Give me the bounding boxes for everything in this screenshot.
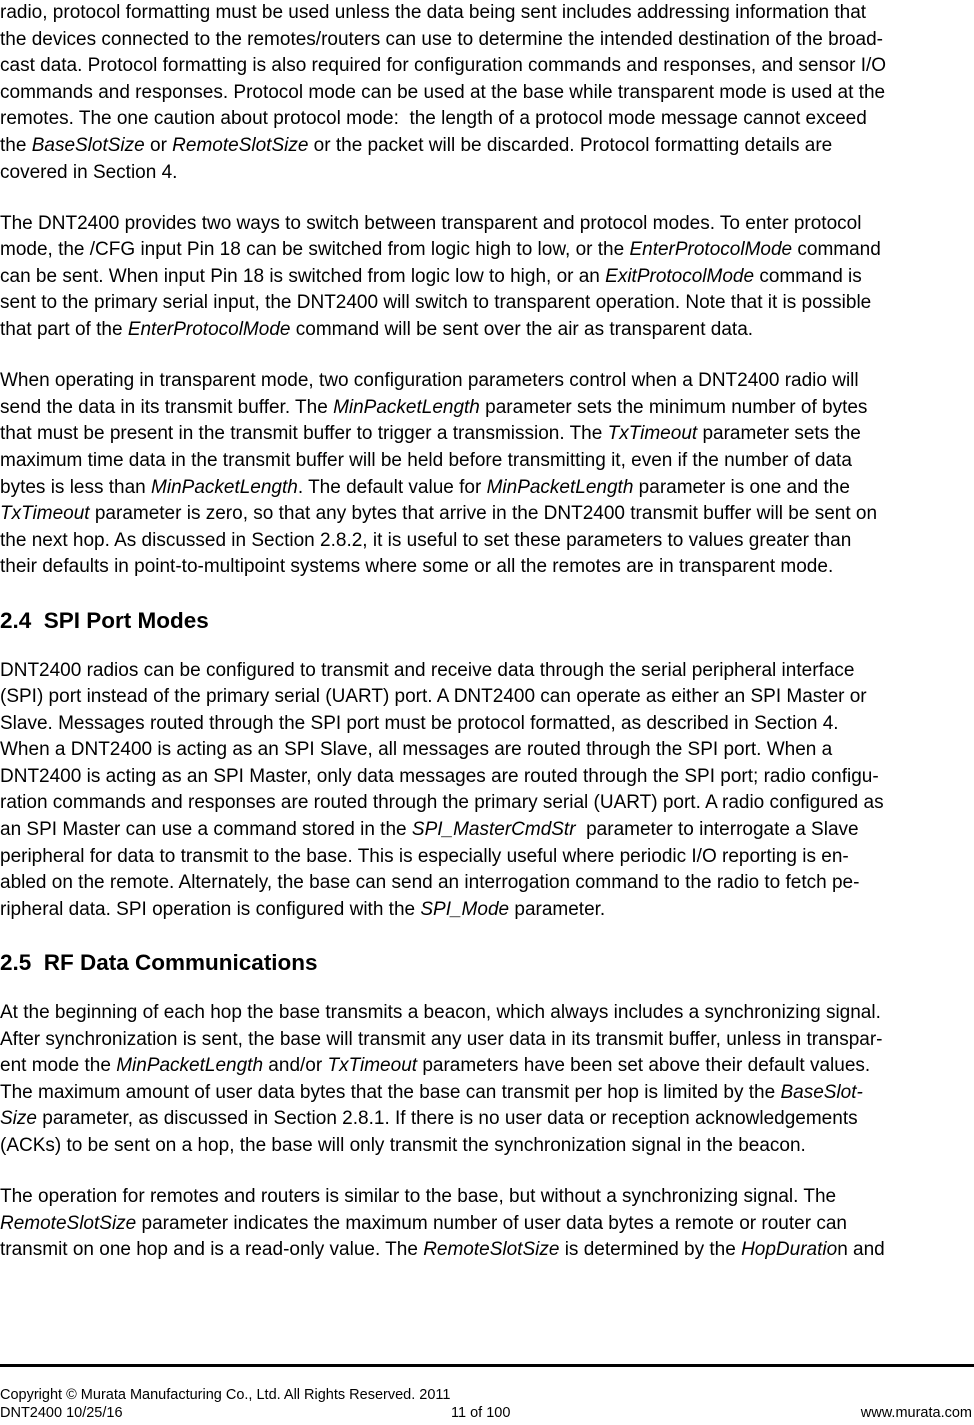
copyright-notice: Copyright © Murata Manufacturing Co., Ltd. All Rights Reserved. 2011 — [0, 1387, 451, 1403]
text-line — [0, 106, 886, 133]
text-line — [0, 317, 881, 344]
text-run: DNT2400 is acting as an SPI Master, only data messages are routed through the SPI port; radio configu- — [0, 765, 879, 787]
text-run: parameter is one and the — [633, 476, 850, 498]
text-run: When a DNT2400 is acting as an SPI Slave, all messages are routed through the SPI port. When a — [0, 739, 833, 761]
text-line — [0, 0, 886, 27]
text-run: parameter indicates the maximum number of user data bytes a remote or router can — [136, 1212, 847, 1234]
parameter-name: Size — [0, 1108, 37, 1130]
text-run: maximum time data in the transmit buffer will be held before transmitting it, even if the number of data — [0, 449, 852, 471]
parameter-name: TxTimeout — [607, 423, 698, 445]
text-run: The DNT2400 provides two ways to switch between transparent and protocol modes. To enter protocol — [0, 212, 862, 234]
body-paragraph — [0, 658, 884, 924]
parameter-name: TxTimeout — [327, 1055, 418, 1077]
text-line — [0, 27, 886, 54]
text-run: 2.5 RF Data Communications — [0, 950, 318, 975]
text-run: send the data in its transmit buffer. The — [0, 396, 334, 418]
body-paragraph — [0, 368, 877, 581]
page-number: 11 of 100 — [451, 1405, 511, 1421]
section-heading — [0, 948, 318, 978]
text-line — [0, 421, 877, 448]
text-line — [0, 475, 877, 502]
text-line — [0, 80, 886, 107]
text-run: At the beginning of each hop the base transmits a beacon, which always includes a synchronizing signal. — [0, 1002, 881, 1023]
text-line — [0, 897, 884, 924]
text-run: radio, protocol formatting must be used unless the data being sent includes addressing information that — [0, 2, 867, 23]
text-run: command will be sent over the air as transparent data. — [290, 319, 754, 341]
text-run: transmit on one hop and is a read-only value. The — [0, 1239, 424, 1261]
text-run: cast data. Protocol formatting is also required for configuration commands and responses, and sensor I/O — [0, 55, 887, 77]
text-line — [0, 1053, 883, 1080]
text-run: 2.4 SPI Port Modes — [0, 607, 209, 633]
text-run: parameter. — [509, 898, 606, 920]
text-run: The maximum amount of user data bytes that the base can transmit per hop is limited by the — [0, 1081, 781, 1103]
text-run: their defaults in point-to-multipoint systems where some or all the remotes are in transparent mode. — [0, 556, 834, 578]
text-line — [0, 1184, 885, 1211]
parameter-name: RemoteSlotSize — [0, 1212, 137, 1234]
text-line — [0, 737, 884, 764]
text-run: the devices connected to the remotes/routers can use to determine the intended destination of the broad- — [0, 28, 883, 50]
text-run: parameter, as discussed in Section 2.8.1. If there is no user data or reception acknowledgements — [36, 1108, 858, 1130]
text-run: commands and responses. Protocol mode can be used at the base while transparent mode is used at the — [0, 81, 886, 103]
website-link[interactable]: www.murata.com — [860, 1405, 972, 1421]
parameter-name: RemoteSlotSize — [423, 1239, 560, 1261]
text-run: . The default value for — [297, 476, 487, 498]
text-run: the next hop. As discussed in Section 2.8.2, it is useful to set these parameters to values greater than — [0, 529, 852, 551]
text-run: an SPI Master can use a command stored in the — [0, 819, 412, 841]
parameter-name: HopDuratio — [741, 1239, 838, 1261]
body-paragraph — [0, 1000, 883, 1160]
text-run: n and — [837, 1239, 885, 1261]
text-run: mode, the /CFG input Pin 18 can be switched from logic high to low, or the — [0, 239, 630, 261]
text-run: When operating in transparent mode, two configuration parameters control when a DNT2400 radio will — [0, 370, 859, 392]
text-line — [0, 658, 884, 685]
text-run: the — [0, 134, 32, 156]
text-run: DNT2400 radios can be configured to transmit and receive data through the serial peripheral interface — [0, 659, 855, 681]
text-line — [0, 870, 884, 897]
text-line — [0, 1211, 885, 1238]
text-run: Slave. Messages routed through the SPI port must be protocol formatted, as described in Section 4. — [0, 712, 839, 734]
text-line — [0, 395, 877, 422]
text-run: that must be present in the transmit buffer to trigger a transmission. The — [0, 423, 608, 445]
parameter-name: SPI_MasterCmdStr — [411, 819, 576, 841]
text-run: can be sent. When input Pin 18 is switched from logic low to high, or an — [0, 265, 606, 287]
document-id: DNT2400 10/25/16 — [0, 1405, 123, 1421]
parameter-name: RemoteSlotSize — [172, 134, 309, 156]
text-line — [0, 1027, 883, 1054]
parameter-name: EnterProtocolMode — [629, 239, 793, 261]
parameter-name: MinPacketLength — [486, 476, 634, 498]
text-run: ripheral data. SPI operation is configured with the — [0, 898, 421, 920]
parameter-name: BaseSlot- — [780, 1081, 863, 1103]
text-run: parameter sets the minimum number of bytes — [479, 396, 868, 418]
section-heading — [0, 606, 209, 636]
text-line — [0, 711, 884, 738]
parameter-name: SPI_Mode — [420, 898, 510, 920]
text-line — [0, 528, 877, 555]
text-run: ent mode the — [0, 1055, 117, 1077]
text-run: and/or — [263, 1055, 328, 1077]
text-line — [0, 501, 877, 528]
text-line — [0, 211, 881, 238]
text-line — [0, 764, 884, 791]
parameter-name: MinPacketLength — [333, 396, 480, 418]
text-line — [0, 554, 877, 581]
text-run: peripheral for data to transmit to the base. This is especially useful where periodic I/O reporting is en- — [0, 845, 849, 867]
text-run: The operation for remotes and routers is similar to the base, but without a synchronizing signal. The — [0, 1186, 837, 1208]
text-line — [0, 53, 886, 80]
text-line — [0, 1237, 885, 1264]
text-line — [0, 684, 884, 711]
parameter-name: MinPacketLength — [116, 1055, 264, 1077]
text-line — [0, 290, 881, 317]
text-line — [0, 237, 881, 264]
text-run: or — [144, 134, 173, 156]
text-run: parameters have been set above their default values. — [417, 1055, 871, 1077]
body-paragraph — [0, 211, 881, 344]
text-run: parameter sets the — [697, 423, 861, 445]
text-line — [0, 368, 877, 395]
text-run: (SPI) port instead of the primary serial (UART) port. A DNT2400 can operate as either an SPI Master or — [0, 686, 867, 708]
text-run: parameter to interrogate a Slave — [575, 819, 859, 841]
text-run: abled on the remote. Alternately, the base can send an interrogation command to the radio to fetch pe- — [0, 872, 860, 894]
text-line — [0, 790, 884, 817]
parameter-name: BaseSlotSize — [31, 134, 145, 156]
body-paragraph — [0, 0, 886, 186]
text-run: command — [792, 239, 881, 261]
text-line — [0, 948, 318, 978]
text-run: is determined by the — [559, 1239, 742, 1261]
body-paragraph — [0, 1184, 885, 1264]
text-run: covered in Section 4. — [0, 161, 178, 183]
parameter-name: EnterProtocolMode — [127, 319, 291, 341]
parameter-name: MinPacketLength — [151, 476, 298, 498]
text-line — [0, 1000, 883, 1027]
text-run: (ACKs) to be sent on a hop, the base will only transmit the synchronization signal in the beacon. — [0, 1134, 806, 1156]
text-run: command is — [754, 265, 862, 287]
text-line — [0, 606, 209, 636]
text-run: remotes. The one caution about protocol mode: the length of a protocol mode message cannot exceed — [0, 108, 867, 130]
parameter-name: TxTimeout — [0, 503, 90, 525]
text-line — [0, 1106, 883, 1133]
text-line — [0, 448, 877, 475]
text-line — [0, 817, 884, 844]
text-run: ration commands and responses are routed through the primary serial (UART) port. A radio configured as — [0, 792, 884, 814]
text-line — [0, 1133, 883, 1160]
text-line — [0, 1080, 883, 1107]
text-line — [0, 160, 886, 187]
text-run: parameter is zero, so that any bytes that arrive in the DNT2400 transmit buffer will be sent on — [89, 503, 878, 525]
text-run: After synchronization is sent, the base will transmit any user data in its transmit buffer, unless in transpar- — [0, 1028, 883, 1050]
text-run: sent to the primary serial input, the DNT2400 will switch to transparent operation. Note that it is possible — [0, 292, 872, 314]
text-run: or the packet will be discarded. Protocol formatting details are — [308, 134, 833, 156]
parameter-name: ExitProtocolMode — [605, 265, 755, 287]
text-run: bytes is less than — [0, 476, 152, 498]
text-run: that part of the — [0, 319, 128, 341]
footer-divider — [0, 1364, 974, 1367]
text-line — [0, 133, 886, 160]
text-line — [0, 844, 884, 871]
text-line — [0, 264, 881, 291]
page-footer — [0, 1386, 974, 1422]
